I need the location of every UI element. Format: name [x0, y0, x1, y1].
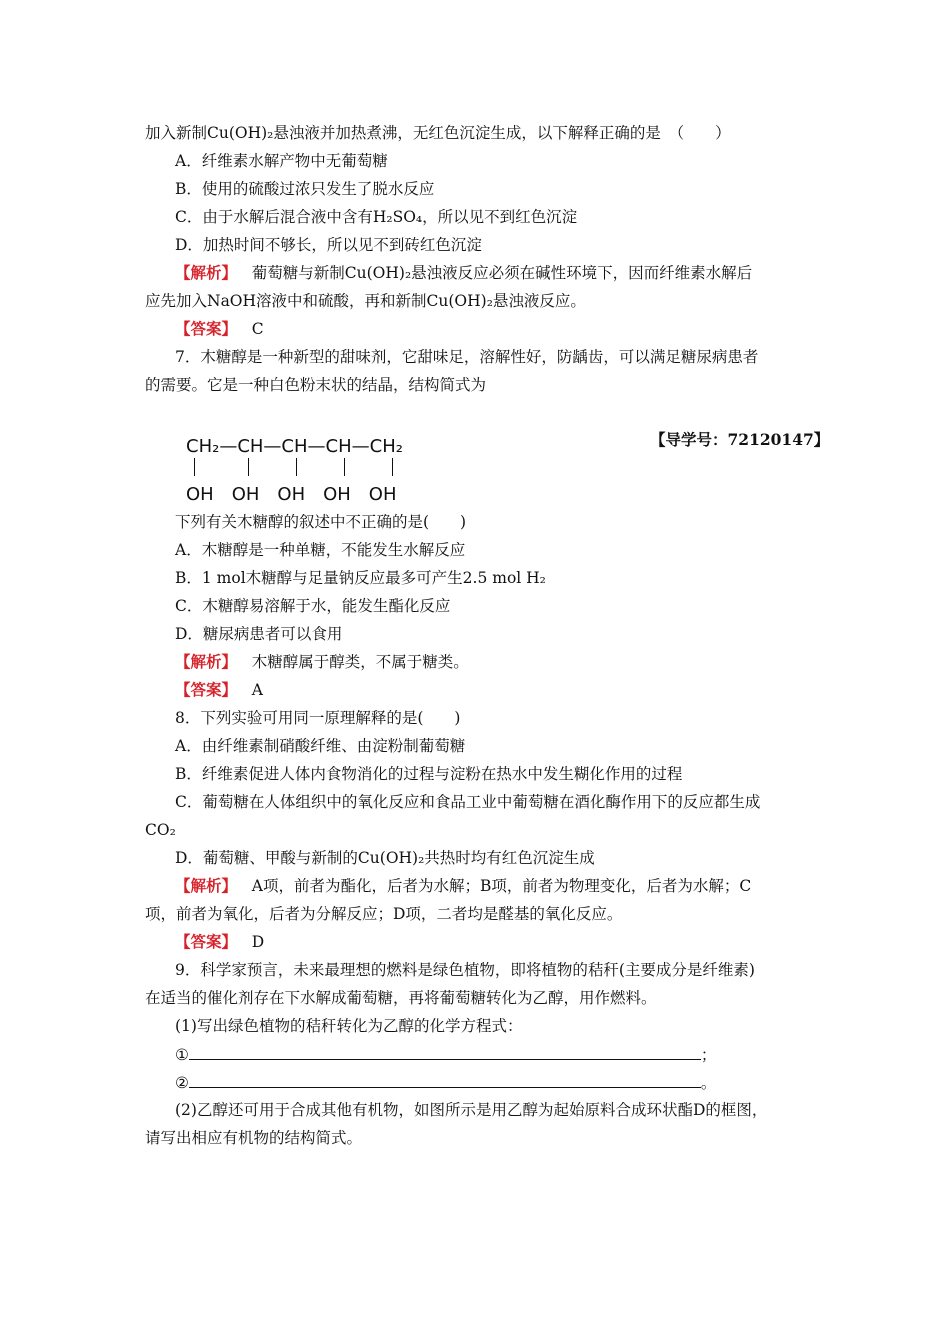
bond-line — [344, 458, 345, 476]
q7-option-c: C．木糖醇易溶解于水，能发生酯化反应 — [175, 597, 451, 615]
q8-stem: 8．下列实验可用同一原理解释的是( ) — [175, 709, 461, 727]
q8-answer-value: D — [251, 933, 265, 951]
q8-option-b: B．纤维素促进人体内食物消化的过程与淀粉在热水中发生糊化作用的过程 — [175, 765, 683, 783]
q8-option-c-line-2: CO₂ — [145, 821, 176, 839]
q8-option-a: A．由纤维素制硝酸纤维、由淀粉制葡萄糖 — [175, 737, 466, 755]
q7-analysis-text: 木糖醇属于醇类，不属于糖类。 — [251, 653, 469, 671]
q9-part-1: (1)写出绿色植物的秸秆转化为乙醇的化学方程式： — [175, 1017, 523, 1035]
q7-question: 下列有关木糖醇的叙述中不正确的是( ) — [175, 513, 467, 531]
q8-option-c-line-1: C．葡萄糖在人体组织中的氧化反应和食品工业中葡萄糖在酒化酶作用下的反应都生成 — [175, 793, 761, 811]
q6-answer-value: C — [251, 320, 264, 338]
bond-line — [296, 458, 297, 476]
analysis-tag: 【解析】 — [175, 876, 238, 895]
blank-end: 。 — [700, 1074, 717, 1092]
xylitol-structure — [186, 436, 446, 506]
bond-line — [248, 458, 249, 476]
q7-stem-line-1: 7．木糖醇是一种新型的甜味剂，它甜味足，溶解性好，防龋齿，可以满足糖尿病患者 — [175, 348, 759, 366]
blank-end: ； — [700, 1046, 717, 1064]
q9-part-2-line-1: (2)乙醇还可用于合成其他有机物，如图所示是用乙醇为起始原料合成环状酯D的框图， — [175, 1101, 768, 1119]
q8-analysis-text: A项，前者为酯化，后者为水解；B项，前者为物理变化，后者为水解；C — [251, 877, 752, 895]
blank-number: ② — [175, 1074, 189, 1092]
q9-part-2-line-2: 请写出相应有机物的结构简式。 — [145, 1129, 363, 1147]
q9-blank-2 — [175, 1072, 716, 1093]
answer-tag: 【答案】 — [175, 319, 238, 338]
q7-answer — [175, 680, 263, 700]
q6-option-b: B．使用的硫酸过浓只发生了脱水反应 — [175, 180, 435, 198]
q8-analysis-line-1 — [175, 876, 751, 896]
q6-option-d: D．加热时间不够长，所以见不到砖红色沉淀 — [175, 236, 482, 254]
q7-option-b: B．1 mol木糖醇与足量钠反应最多可产生2.5 mol H₂ — [175, 569, 546, 587]
q7-answer-value: A — [251, 681, 263, 699]
q8-option-d: D．葡萄糖、甲酸与新制的Cu(OH)₂共热时均有红色沉淀生成 — [175, 849, 595, 867]
q6-answer — [175, 319, 264, 339]
q6-analysis-line-1 — [175, 263, 752, 283]
answer-tag: 【答案】 — [175, 932, 238, 951]
q7-option-a: A．木糖醇是一种单糖，不能发生水解反应 — [175, 541, 466, 559]
analysis-tag: 【解析】 — [175, 263, 238, 282]
q6-stem-tail: 加入新制Cu(OH)₂悬浊液并加热煮沸，无红色沉淀生成，以下解释正确的是 （ ） — [145, 124, 731, 142]
q9-stem-line-2: 在适当的催化剂存在下水解成葡萄糖，再将葡萄糖转化为乙醇，用作燃料。 — [145, 989, 657, 1007]
answer-blank[interactable] — [189, 1044, 701, 1060]
bond-line — [392, 458, 393, 476]
structure-hydroxyls: OH OH OH OH OH — [186, 484, 397, 505]
guide-number: 【导学号：72120147】 — [650, 430, 830, 449]
answer-tag: 【答案】 — [175, 680, 238, 699]
q7-analysis — [175, 652, 469, 672]
q6-analysis-text: 葡萄糖与新制Cu(OH)₂悬浊液反应必须在碱性环境下，因而纤维素水解后 — [251, 264, 753, 282]
q6-option-a: A．纤维素水解产物中无葡萄糖 — [175, 152, 388, 170]
q8-answer — [175, 932, 264, 952]
answer-blank[interactable] — [189, 1072, 701, 1088]
structure-carbon-chain: CH₂—CH—CH—CH—CH₂ — [186, 436, 403, 457]
q7-option-d: D．糖尿病患者可以食用 — [175, 625, 343, 643]
q9-blank-1 — [175, 1044, 716, 1065]
q8-analysis-line-2: 项，前者为氧化，后者为分解反应；D项，二者均是醛基的氧化反应。 — [145, 905, 623, 923]
bond-line — [194, 458, 195, 476]
q9-stem-line-1: 9．科学家预言，未来最理想的燃料是绿色植物，即将植物的秸秆(主要成分是纤维素) — [175, 961, 755, 979]
q6-option-c: C．由于水解后混合液中含有H₂SO₄，所以见不到红色沉淀 — [175, 208, 578, 226]
analysis-tag: 【解析】 — [175, 652, 238, 671]
q7-stem-line-2: 的需要。它是一种白色粉末状的结晶，结构简式为 — [145, 376, 487, 394]
blank-number: ① — [175, 1046, 189, 1064]
q6-analysis-line-2: 应先加入NaOH溶液中和硫酸，再和新制Cu(OH)₂悬浊液反应。 — [145, 292, 586, 310]
